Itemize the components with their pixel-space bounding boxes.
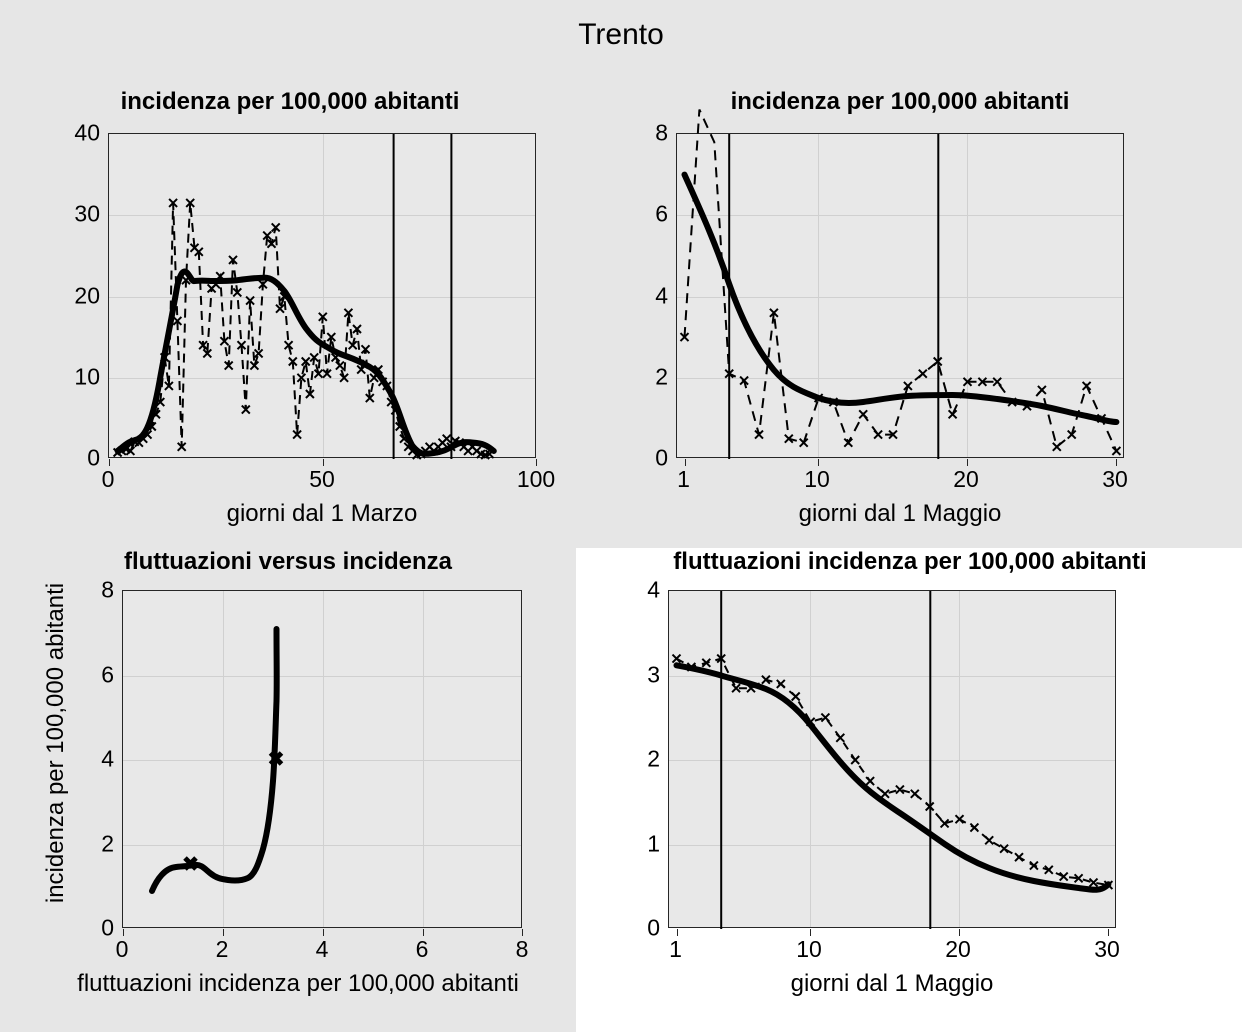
x-axis-label: giorni dal 1 Maggio bbox=[798, 500, 1002, 527]
xtick-label: 100 bbox=[516, 466, 556, 492]
ytick-label: 4 bbox=[655, 282, 668, 308]
ytick-label: 2 bbox=[655, 363, 668, 390]
plot-area bbox=[122, 590, 522, 928]
xtick-mark-10 bbox=[810, 929, 811, 936]
xtick-mark-20 bbox=[967, 459, 968, 466]
panel-title: fluttuazioni versus incidenza bbox=[123, 548, 453, 575]
series-plot bbox=[669, 591, 1117, 929]
xtick-mark-2 bbox=[223, 929, 224, 936]
panel-title: incidenza per 100,000 abitanti bbox=[730, 88, 1070, 115]
xtick-mark-30 bbox=[1116, 459, 1117, 466]
xtick-label: 2 bbox=[215, 936, 229, 962]
ytick-label: 20 bbox=[74, 282, 100, 308]
xtick-label: 0 bbox=[115, 936, 129, 962]
panel-fluttuazioni-incidenza bbox=[592, 548, 1228, 1032]
xtick-mark-8 bbox=[522, 929, 523, 936]
ytick-label: 0 bbox=[647, 914, 660, 941]
ytick-label: 8 bbox=[655, 119, 668, 146]
plot-area bbox=[676, 133, 1124, 458]
panel-title: fluttuazioni incidenza per 100,000 abitanti bbox=[673, 548, 1147, 575]
ytick-label: 2 bbox=[101, 830, 114, 856]
xtick-label: 50 bbox=[309, 466, 335, 492]
ytick-label: 1 bbox=[647, 830, 660, 856]
x-axis-label: fluttuazioni incidenza per 100,000 abitanti bbox=[77, 970, 519, 997]
plot-area bbox=[108, 133, 536, 458]
xtick-label: 20 bbox=[953, 466, 979, 492]
ytick-label: 0 bbox=[87, 444, 100, 471]
y-axis-label: incidenza per 100,000 abitanti bbox=[42, 582, 69, 904]
xtick-label: 20 bbox=[945, 936, 971, 962]
series-plot bbox=[677, 134, 1125, 459]
panel-incidenza-marzo bbox=[30, 88, 556, 527]
ytick-label: 30 bbox=[74, 200, 100, 227]
xtick-label: 30 bbox=[1094, 936, 1120, 962]
xtick-mark-6 bbox=[423, 929, 424, 936]
ytick-label: 6 bbox=[655, 200, 668, 227]
ytick-label: 0 bbox=[655, 444, 668, 471]
figure-title: Trento bbox=[578, 18, 664, 51]
xtick-mark-30 bbox=[1108, 929, 1109, 936]
ytick-label: 0 bbox=[101, 914, 114, 941]
xtick-label: 8 bbox=[515, 936, 529, 962]
xtick-mark-1 bbox=[685, 459, 686, 466]
x-axis-label: giorni dal 1 Maggio bbox=[790, 970, 994, 997]
panel-title: incidenza per 100,000 abitanti bbox=[120, 88, 460, 115]
xtick-mark-10 bbox=[818, 459, 819, 466]
ytick-label: 4 bbox=[647, 576, 660, 603]
series-plot bbox=[109, 134, 537, 459]
ytick-label: 2 bbox=[647, 745, 660, 772]
xtick-mark-0 bbox=[123, 929, 124, 936]
ytick-label: 6 bbox=[101, 661, 114, 687]
x-axis-label: giorni dal 1 Marzo bbox=[226, 500, 418, 527]
xtick-label: 10 bbox=[804, 466, 830, 492]
xtick-label: 6 bbox=[415, 936, 429, 962]
xtick-mark-20 bbox=[959, 929, 960, 936]
xtick-mark-4 bbox=[323, 929, 324, 936]
xtick-label: 4 bbox=[315, 936, 329, 962]
xtick-label: 0 bbox=[101, 466, 115, 492]
panel-fluttuazioni-vs-incidenza bbox=[18, 548, 578, 1032]
xtick-mark-100 bbox=[536, 459, 537, 466]
panel-incidenza-maggio bbox=[620, 88, 1180, 527]
ytick-label: 10 bbox=[74, 363, 100, 390]
xtick-mark-0 bbox=[109, 459, 110, 466]
ytick-label: 40 bbox=[74, 119, 100, 146]
series-plot bbox=[123, 591, 523, 929]
plot-area bbox=[668, 590, 1116, 928]
ytick-label: 4 bbox=[101, 745, 114, 772]
xtick-label: 1 bbox=[677, 466, 690, 492]
xtick-mark-1 bbox=[677, 929, 678, 936]
ytick-label: 3 bbox=[647, 661, 660, 687]
xtick-mark-50 bbox=[323, 459, 324, 466]
xtick-label: 1 bbox=[669, 936, 682, 962]
xtick-label: 10 bbox=[796, 936, 822, 962]
xtick-label: 30 bbox=[1102, 466, 1128, 492]
ytick-label: 8 bbox=[101, 576, 114, 603]
